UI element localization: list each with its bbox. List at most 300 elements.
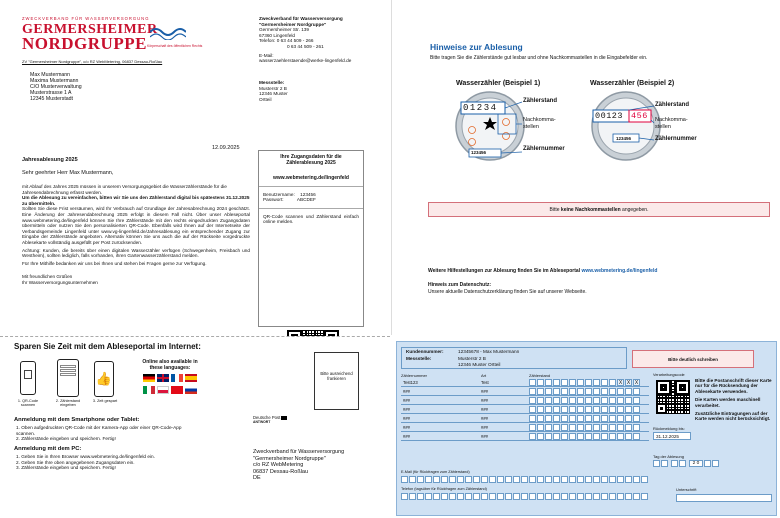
warning-box	[428, 202, 770, 217]
mess-line: 12346 Muster Ortteil	[458, 362, 501, 367]
char-field[interactable]	[609, 493, 616, 500]
char-field[interactable]	[441, 493, 448, 500]
stand-digit-field[interactable]	[609, 397, 616, 404]
user-value: 123456	[300, 191, 316, 197]
stand-digit-field[interactable]	[553, 415, 560, 422]
tag-year: 2 0	[689, 460, 703, 467]
meter-row	[401, 397, 649, 405]
kunden-label: Kundennummer:	[406, 349, 444, 354]
char-field[interactable]	[521, 493, 528, 500]
char-field[interactable]	[577, 493, 584, 500]
stand-digit-field[interactable]	[601, 433, 608, 440]
stand-digit-field[interactable]	[593, 388, 600, 395]
stand-digit-field[interactable]	[593, 379, 600, 386]
stand-digit-field[interactable]	[601, 397, 608, 404]
stand-digit-field[interactable]	[537, 406, 544, 413]
phone-1-icon	[20, 361, 36, 395]
smartphone-title: Anmeldung mit dem Smartphone oder Tablet:	[14, 417, 140, 423]
stand-digit-field[interactable]	[545, 424, 552, 431]
hints-page	[391, 0, 780, 335]
char-field[interactable]	[513, 476, 520, 483]
stand-digit-field[interactable]	[625, 397, 632, 404]
post-sub: ANTWORT	[253, 420, 271, 424]
card-qr-code[interactable]	[656, 380, 690, 414]
stand-digit-field[interactable]	[585, 424, 592, 431]
stand-digit-field[interactable]	[593, 406, 600, 413]
stand-digit-field[interactable]	[617, 388, 624, 395]
stand-digit-field[interactable]	[569, 379, 576, 386]
meter-row	[401, 424, 649, 432]
mess-label: Messstelle:	[406, 356, 432, 361]
char-field[interactable]	[457, 493, 464, 500]
ex2-serial: 123456	[616, 136, 632, 141]
stand-digit-field[interactable]	[617, 397, 624, 404]
flag-pl-icon[interactable]	[157, 386, 169, 394]
char-field[interactable]	[473, 476, 480, 483]
paragraph: Achtung: Kunden, die bereits über einen digitalen Wasserzähler verfügen (Schwegenheim, Freisbach und Westheim), sollten lediglich, falls vorhanden, ihren Gartenwasserzählerstand melden.	[22, 247, 250, 259]
stand-digit-field[interactable]	[577, 433, 584, 440]
char-field[interactable]	[465, 493, 472, 500]
ex2-nummer-label: Zählernummer	[655, 136, 697, 142]
portal-title: Sparen Sie Zeit mit dem Ableseportal im Internet:	[14, 342, 201, 351]
stamp-text: Bitte ausreichend frankieren	[320, 371, 353, 382]
address-line: "Germersheimer Nordgruppe"	[253, 455, 326, 462]
stand-digit-field[interactable]	[529, 415, 536, 422]
stand-digit-field[interactable]	[577, 397, 584, 404]
char-field[interactable]	[553, 493, 560, 500]
stand-digit-field[interactable]	[537, 379, 544, 386]
char-field[interactable]	[513, 493, 520, 500]
char-field[interactable]	[609, 476, 616, 483]
char-field[interactable]	[505, 476, 512, 483]
char-field[interactable]	[537, 493, 544, 500]
stand-digit-field[interactable]	[625, 388, 632, 395]
stand-digit-field[interactable]	[569, 415, 576, 422]
char-field[interactable]	[489, 476, 496, 483]
flag-it-icon[interactable]	[143, 386, 155, 394]
char-field[interactable]	[553, 476, 560, 483]
stand-digit-field[interactable]	[569, 433, 576, 440]
stand-digit-field[interactable]	[609, 406, 616, 413]
privacy-title: Hinweis zum Datenschutz:	[428, 282, 492, 288]
address-line: 06837 Dessau-Roßlau	[253, 468, 309, 475]
char-field[interactable]	[409, 493, 416, 500]
stand-digit-field[interactable]	[617, 406, 624, 413]
char-field[interactable]	[425, 493, 432, 500]
flag-es-icon[interactable]	[185, 374, 197, 382]
help-pre: Weitere Hilfestellungen zur Ablesung finden Sie im Ableseportal	[428, 268, 582, 274]
letter-subject: Jahresablesung 2025	[22, 157, 78, 163]
code-label: Verarbeitungscode	[653, 373, 685, 377]
paragraph: mit Ablauf des Jahres 2025 müssen in unserem Versorgungsgebiet die Wasserzählerstände für die Jahresendabrechnung erfasst werden.	[22, 184, 227, 195]
logo-water-icon	[150, 24, 186, 40]
row-art: ###	[481, 389, 488, 394]
char-field[interactable]	[449, 476, 456, 483]
post-brand: Deutsche Post	[253, 415, 281, 420]
ruck-date: 31.12.2025	[656, 434, 679, 439]
ruck-date-box	[653, 432, 691, 440]
sender-line: Zweckverband für Wasserversorgung	[259, 16, 343, 21]
help-text	[428, 268, 657, 274]
sender-line: E-Mail:	[259, 52, 274, 58]
pc-step: 2. Geben Sie Ihre oben angegebenen Zugangsdaten ein.	[16, 459, 135, 465]
ex1-digits: 01234	[463, 103, 498, 113]
email-label: E-Mail (für Rückfragen zum Zählerstand)	[401, 470, 470, 474]
pc-title: Anmeldung mit dem PC:	[14, 446, 82, 452]
step-1: 1. QR-Code scannen	[17, 399, 39, 407]
stand-digit-field[interactable]	[585, 433, 592, 440]
stand-digit-field[interactable]	[585, 406, 592, 413]
stand-digit-field[interactable]	[537, 433, 544, 440]
return-line: ZV "Germersheimer Nordgruppe", c/o RZ WebMetering, 06837 Dessau-Roßlau	[22, 59, 163, 64]
logo-text-1: GERMERSHEIMER	[22, 22, 158, 37]
hints-sub: Bitte tragen Sie die Zählerstände gut lesbar und ohne Nachkommastellen in die Eingabefelder ein.	[430, 55, 648, 61]
char-field[interactable]	[585, 493, 592, 500]
pc-steps	[16, 454, 216, 471]
char-field[interactable]	[505, 493, 512, 500]
stand-digit-field[interactable]	[561, 415, 568, 422]
char-field[interactable]	[433, 493, 440, 500]
smartphone-step: 2. Zählerstände eingeben und speichern. Fertig!	[16, 436, 116, 442]
messstelle-block	[259, 80, 288, 102]
char-field[interactable]	[449, 493, 456, 500]
meter-card	[396, 341, 777, 516]
help-link[interactable]: www.webmetering.de/lingenfeld	[581, 268, 658, 274]
warning-pre: Bitte	[549, 207, 561, 213]
ex1-nummer-label: Zählernummer	[523, 146, 565, 152]
write-note: Bitte deutlich schreiben	[668, 357, 718, 362]
logo-side-text: Körperschaft des öffentlichen Rechts	[147, 44, 203, 48]
stand-digit-field[interactable]: X	[634, 380, 639, 386]
stand-digit-field[interactable]	[553, 406, 560, 413]
stand-digit-field[interactable]	[569, 388, 576, 395]
stand-digit-field[interactable]	[529, 406, 536, 413]
stand-digit-field[interactable]	[577, 406, 584, 413]
stand-digit-field[interactable]	[561, 379, 568, 386]
flag-ru-icon[interactable]	[185, 386, 197, 394]
char-field[interactable]	[593, 493, 600, 500]
row-number: ###	[403, 434, 410, 439]
char-field[interactable]	[457, 476, 464, 483]
row-art: ###	[481, 398, 488, 403]
stand-digit-field[interactable]	[593, 397, 600, 404]
letter-date: 12.09.2025	[212, 145, 240, 151]
recipient-line: C/O Musterverwaltung	[30, 84, 82, 90]
stand-digit-field[interactable]	[617, 433, 624, 440]
ex2-red-digits: 456	[631, 111, 648, 121]
row-art: Test	[481, 380, 489, 385]
org-small-line: ZWECKVERBAND FÜR WASSERVERSORGUNG	[22, 16, 150, 21]
col-header-nummer: Zählernummer	[401, 373, 428, 378]
pc-step: 1. Geben Sie in Ihren Browser www.webmetering.de/lingenfeld ein.	[16, 454, 155, 459]
card-note: Zusätzliche Eintragungen auf der Karte werden nicht berücksichtigt.	[695, 411, 771, 422]
char-field[interactable]	[569, 476, 576, 483]
access-title	[259, 155, 363, 167]
sender-line: Germersheimer Str. 139	[259, 27, 310, 33]
stand-digit-field[interactable]: X	[618, 380, 623, 386]
flag-fr-icon[interactable]	[171, 374, 183, 382]
stand-digit-field[interactable]	[545, 388, 552, 395]
flag-tr-icon[interactable]	[171, 386, 183, 394]
stand-digit-field[interactable]	[561, 388, 568, 395]
stand-digit-field[interactable]	[529, 379, 536, 386]
meter-table	[401, 373, 649, 443]
messstelle-line: 12346 Muster	[259, 91, 288, 97]
char-field[interactable]	[625, 476, 632, 483]
ex2-digits: 00123	[595, 111, 624, 121]
stand-digit-field[interactable]	[585, 415, 592, 422]
char-field[interactable]	[497, 493, 504, 500]
tag-fields[interactable]	[653, 460, 717, 468]
sender-line: "Germersheimer Nordgruppe"	[259, 21, 327, 27]
char-field[interactable]	[497, 476, 504, 483]
char-field[interactable]	[401, 493, 408, 500]
paragraph: Sollten Sie diese Frist versäumen, wird Ihr Verbrauch auf Grundlage der Jahresabrechnung 2024 geschätzt. Eine Änderung der Jahresendabrechnung 2025 erfolgt in diesem Fall nicht. Über unser Ableseportal www.webmetering.de/lingenfeld können Sie Ihre Zählerstände mit den rechts eingedruckten Zugangsdaten übermitteln oder nutzen Sie den personalisierten QR-Code. Ebenfalls wird Ihnen auf der Internetseite der Verbandsgemeinde Lingenfeld unter www.vg-lingenfeld.de/Jahresablesung ein entsprechender Zugang zur Eingabe der Zählerstände angeboten. Alternativ können Sie uns auch die auf der Rückseite vorgedruckte Ablesekarte vollständig ausgefüllt per Post zurücksenden.	[22, 206, 250, 245]
stand-digit-field[interactable]	[553, 379, 560, 386]
stand-digit-field[interactable]	[593, 424, 600, 431]
stand-digit-field[interactable]	[601, 388, 608, 395]
stand-digit-field[interactable]	[537, 415, 544, 422]
ex2-nachkomma-label: Nachkomma-stellen	[655, 117, 688, 130]
stand-digit-field[interactable]	[545, 379, 552, 386]
pass-label: Passwort:	[263, 197, 284, 203]
access-box	[258, 150, 364, 327]
stand-digit-field[interactable]	[633, 388, 640, 395]
closing: Mit freundlichen Grüßen	[22, 274, 73, 280]
col-header-art: Art	[481, 373, 487, 378]
stand-digit-field[interactable]	[561, 397, 568, 404]
row-art: ###	[481, 434, 488, 439]
sender-email[interactable]: wasserzaehlerstaende@werke-lingenfeld.de	[259, 58, 352, 64]
phone-2-icon	[57, 359, 79, 397]
stand-digit-field[interactable]	[553, 433, 560, 440]
stand-digit-field[interactable]	[617, 424, 624, 431]
user-label: Benutzername:	[263, 191, 295, 197]
meter-row	[401, 406, 649, 414]
char-field[interactable]	[465, 476, 472, 483]
char-field[interactable]	[417, 476, 424, 483]
flag-de-icon[interactable]	[143, 374, 155, 382]
char-field[interactable]	[617, 493, 624, 500]
flag-grid	[143, 374, 197, 396]
signature-field[interactable]	[676, 494, 772, 502]
ex1-nachkomma-label: Nachkomma-stellen	[523, 117, 556, 130]
char-field[interactable]	[561, 476, 568, 483]
char-field[interactable]	[417, 493, 424, 500]
stand-digit-field[interactable]	[585, 379, 592, 386]
tel-label: Telefon (tagsüber für Rückfragen zum Zählerstand)	[401, 487, 487, 491]
pc-step: 3. Zählerstände eingeben und speichern. Fertig!	[16, 465, 116, 471]
stand-digit-field[interactable]	[625, 406, 632, 413]
stand-digit-field[interactable]	[577, 415, 584, 422]
char-field[interactable]	[425, 476, 432, 483]
stand-digit-field[interactable]	[553, 388, 560, 395]
stand-digit-field[interactable]	[617, 415, 624, 422]
stand-digit-field[interactable]	[577, 388, 584, 395]
stand-digit-field[interactable]	[529, 388, 536, 395]
stand-digit-field[interactable]	[625, 433, 632, 440]
messstelle-line: Ortteil	[259, 96, 272, 102]
smartphone-step: 1. Oben aufgedruckten QR-Code mit der Kamera-App oder einer QR-Code-App scannen.	[16, 425, 182, 436]
stand-digit-field[interactable]	[609, 433, 616, 440]
stand-digit-field[interactable]	[593, 433, 600, 440]
stand-digit-field[interactable]	[569, 424, 576, 431]
meter-row	[401, 433, 649, 441]
row-number: ###	[403, 416, 410, 421]
stand-digit-field[interactable]	[601, 424, 608, 431]
char-field[interactable]	[529, 476, 536, 483]
stand-digit-field[interactable]	[553, 424, 560, 431]
recipient-block	[30, 72, 82, 102]
paragraph: Um die Ablesung zu vereinfachen, bitten wir Sie uns den Zählerstand digital bis spätestens 31.12.2025 zu übermitteln.	[22, 195, 250, 206]
stand-digit-field[interactable]	[577, 379, 584, 386]
stand-digit-field[interactable]: X	[626, 380, 631, 386]
char-field[interactable]	[401, 476, 408, 483]
privacy-text: Unsere aktuelle Datenschutzerklärung finden Sie auf unserer Webseite.	[428, 289, 587, 295]
row-art: ###	[481, 425, 488, 430]
thumbs-up-icon: 👍	[94, 361, 114, 397]
stand-digit-field[interactable]	[577, 424, 584, 431]
char-field[interactable]	[633, 493, 640, 500]
stand-digit-field[interactable]	[609, 415, 616, 422]
char-field[interactable]	[617, 476, 624, 483]
stand-digit-field[interactable]	[561, 433, 568, 440]
char-field[interactable]	[641, 493, 648, 500]
char-field[interactable]	[489, 493, 496, 500]
stand-digit-field[interactable]	[561, 424, 568, 431]
mess-line: Musterstr 2 B	[458, 356, 486, 361]
pass-value: ABCDEF	[296, 197, 316, 203]
stamp-box	[314, 352, 359, 410]
char-field[interactable]	[473, 493, 480, 500]
ex2-stand-label: Zählerstand	[655, 102, 690, 108]
char-field[interactable]	[561, 493, 568, 500]
stand-digit-field[interactable]	[561, 406, 568, 413]
stand-digit-field[interactable]	[609, 424, 616, 431]
char-field[interactable]	[641, 476, 648, 483]
stand-digit-field[interactable]	[545, 433, 552, 440]
stand-digit-field[interactable]	[625, 415, 632, 422]
char-field[interactable]	[633, 476, 640, 483]
example-1-title: Wasserzähler (Beispiel 1)	[456, 80, 541, 87]
char-field[interactable]	[593, 476, 600, 483]
stand-digit-field[interactable]	[585, 397, 592, 404]
flag-uk-icon[interactable]	[157, 374, 169, 382]
stand-digit-field[interactable]	[545, 415, 552, 422]
stand-digit-field[interactable]	[537, 424, 544, 431]
messstelle-line: Musterstr 2 B	[259, 85, 287, 91]
char-field[interactable]	[441, 476, 448, 483]
sender-line: 67360 Lingenfeld	[259, 32, 295, 38]
row-number: ###	[403, 398, 410, 403]
char-field[interactable]	[409, 476, 416, 483]
char-field[interactable]	[433, 476, 440, 483]
card-note: Die Karten werden maschinell verarbeitet.	[695, 397, 761, 408]
email-field[interactable]	[401, 476, 649, 484]
address-line: c/o RZ WebMetering	[253, 462, 304, 469]
stand-digit-field[interactable]	[553, 397, 560, 404]
write-note-box	[632, 350, 754, 368]
char-field[interactable]	[481, 476, 488, 483]
letter-salutation: Sehr geehrter Herr Max Mustermann,	[22, 170, 114, 176]
smartphone-steps	[16, 425, 186, 442]
letter-body	[22, 184, 250, 286]
stand-digit-field[interactable]	[545, 406, 552, 413]
stand-digit-field[interactable]	[601, 379, 608, 386]
char-field[interactable]	[537, 476, 544, 483]
stand-digit-field[interactable]	[633, 415, 640, 422]
char-field[interactable]	[585, 476, 592, 483]
stand-digit-field[interactable]	[633, 397, 640, 404]
paragraph: Für Ihre Mithilfe bedanken wir uns bei Ihnen und stehen bei Fragen gerne zur Verfügung.	[22, 260, 207, 266]
stand-digit-field[interactable]	[633, 424, 640, 431]
stand-digit-field[interactable]	[569, 406, 576, 413]
char-field[interactable]	[569, 493, 576, 500]
stand-digit-field[interactable]	[545, 397, 552, 404]
sender-line: 0 63 44 509 - 261	[287, 43, 324, 49]
stand-digit-field[interactable]	[529, 433, 536, 440]
char-field[interactable]	[625, 493, 632, 500]
stand-digit-field[interactable]	[585, 388, 592, 395]
stand-digit-field[interactable]	[601, 415, 608, 422]
char-field[interactable]	[577, 476, 584, 483]
char-field[interactable]	[481, 493, 488, 500]
portal-page	[0, 336, 390, 518]
col-header-stand: Zählerstand	[529, 373, 551, 378]
row-number: Test123	[403, 380, 418, 385]
stand-digit-field[interactable]	[601, 406, 608, 413]
stand-digit-field[interactable]	[609, 388, 616, 395]
return-address	[253, 449, 344, 482]
stand-digit-field[interactable]	[537, 397, 544, 404]
card-right-text	[695, 378, 775, 422]
meter-row	[401, 415, 649, 423]
row-number: ###	[403, 407, 410, 412]
stand-digit-field[interactable]	[633, 406, 640, 413]
recipient-line: Musterstrasse 1 A	[30, 90, 72, 96]
meter-row	[401, 388, 649, 396]
char-field[interactable]	[601, 493, 608, 500]
char-field[interactable]	[545, 493, 552, 500]
recipient-line: Max Mustermann	[30, 72, 71, 78]
tel-field[interactable]	[401, 493, 649, 501]
char-field[interactable]	[529, 493, 536, 500]
row-number: ###	[403, 389, 410, 394]
row-art: ###	[481, 407, 488, 412]
stand-digit-field[interactable]	[625, 424, 632, 431]
access-title-line: Ihre Zugangsdaten für die	[280, 154, 342, 160]
closing: Ihr Wasserversorgungsunternehmen	[22, 279, 98, 285]
warning-post: angegeben.	[620, 207, 649, 213]
char-field[interactable]	[601, 476, 608, 483]
char-field[interactable]	[545, 476, 552, 483]
stand-digit-field[interactable]	[529, 424, 536, 431]
row-number: ###	[403, 425, 410, 430]
stand-digit-field[interactable]	[537, 388, 544, 395]
recipient-line: Maxima Mustermann	[30, 78, 79, 84]
stand-digit-field[interactable]	[609, 379, 616, 386]
access-url[interactable]: www.webmetering.de/lingenfeld	[273, 174, 349, 181]
kunden-value: 12345678 - Max Mustermann	[458, 349, 520, 354]
stand-digit-field[interactable]	[593, 415, 600, 422]
char-field[interactable]	[521, 476, 528, 483]
stand-digit-field[interactable]	[569, 397, 576, 404]
tag-label: Tag der Ablesung	[653, 454, 684, 459]
stand-digit-field[interactable]	[529, 397, 536, 404]
stand-digit-field[interactable]	[633, 433, 640, 440]
row-art: ###	[481, 416, 488, 421]
card-note: Bitte die Postanschrift dieser Karte nur für die Rücksendung der Ablesekarte verwenden.	[695, 378, 772, 394]
